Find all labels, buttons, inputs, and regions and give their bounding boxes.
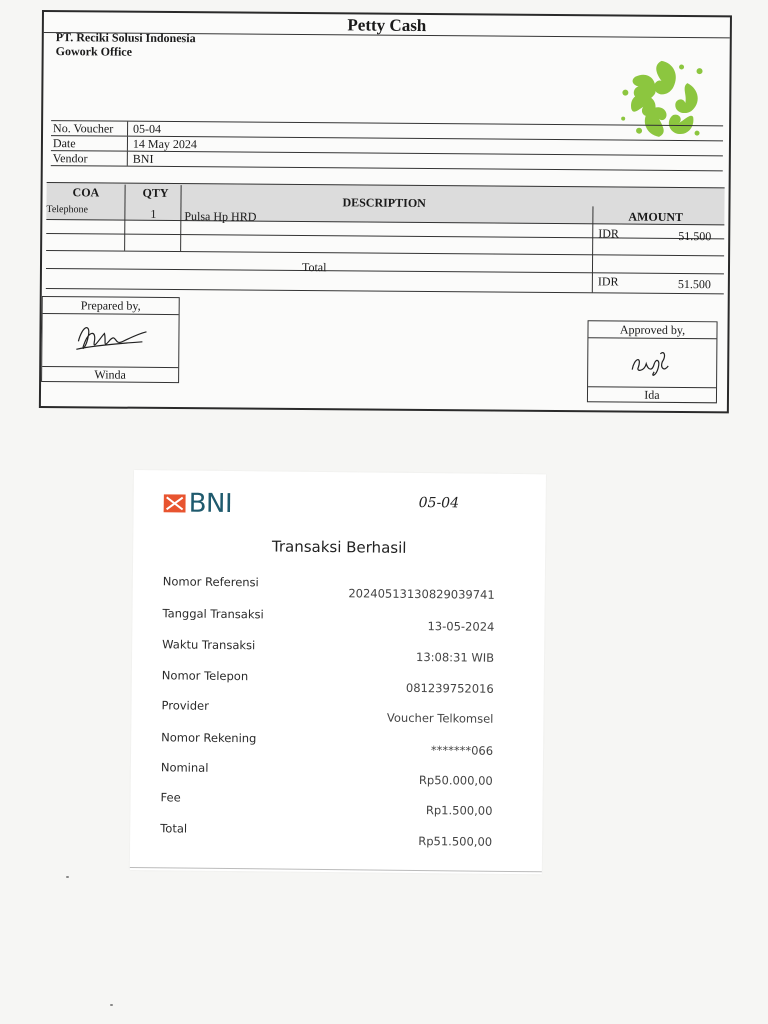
voucher-number-label: No. Voucher: [53, 121, 128, 136]
total-line-top: [46, 268, 724, 274]
column-amount: AMOUNT: [628, 209, 684, 225]
scan-speck: [110, 1004, 113, 1006]
reference-label: Nomor Referensi: [162, 574, 259, 590]
list-item: [162, 637, 495, 665]
time-value: 13:08:31 WIB: [416, 649, 495, 665]
vendor-value: BNI: [132, 151, 154, 166]
vendor-label: Vendor: [53, 151, 128, 166]
approved-signature-icon: [624, 342, 684, 382]
prepared-by-box: [41, 296, 180, 383]
amount-divider: [592, 206, 594, 292]
total-label: Total: [160, 821, 188, 836]
bni-logo: [163, 488, 232, 519]
row-description: Pulsa Hp HRD: [184, 209, 257, 224]
provider-value: Voucher Telkomsel: [386, 710, 494, 726]
time-label: Waktu Transaksi: [162, 637, 256, 653]
voucher-title: Petty Cash: [44, 12, 730, 38]
nominal-label: Nominal: [160, 760, 209, 775]
bni-wordmark: BNI: [188, 488, 233, 520]
phone-value: 081239752016: [405, 680, 494, 696]
column-coa: COA: [72, 185, 100, 200]
bni-mark-icon: [164, 492, 186, 514]
approved-by-box: [587, 320, 718, 403]
petty-cash-voucher: [39, 10, 732, 413]
list-item: [160, 760, 493, 788]
receipt-title: Transaksi Berhasil: [271, 537, 407, 557]
fee-value: Rp1.500,00: [425, 803, 493, 818]
row-line-2: [46, 250, 724, 256]
row-amount: 51.500: [678, 229, 712, 244]
prepared-by-label: Prepared by,: [43, 297, 179, 315]
voucher-number-value: 05-04: [133, 121, 162, 136]
handwritten-note: 05-04: [418, 494, 460, 512]
reference-value: 20240513130829039741: [348, 586, 495, 602]
prepared-by-name: Winda: [42, 366, 178, 382]
bni-receipt: [130, 470, 546, 874]
fee-label: Fee: [160, 790, 181, 805]
company-name: PT. Reciki Solusi Indonesia: [55, 30, 196, 46]
receipt-bottom-edge: [130, 867, 542, 872]
scan-speck: [66, 876, 69, 878]
list-item: [161, 698, 494, 726]
column-qty: QTY: [142, 185, 169, 200]
row-line-1: [46, 233, 724, 239]
list-item: [160, 821, 493, 849]
prepared-signature-icon: [70, 319, 150, 360]
total-line-bottom: [46, 288, 724, 294]
account-value: *******066: [430, 743, 494, 758]
company-block: [56, 30, 196, 59]
list-item: [161, 730, 494, 758]
total-value: Rp51.500,00: [418, 833, 493, 849]
total-label: Total: [301, 260, 327, 275]
row-currency: IDR: [598, 226, 619, 241]
column-description: DESCRIPTION: [342, 195, 426, 211]
list-item: [162, 606, 495, 634]
approved-by-name: Ida: [588, 386, 716, 402]
table-header: [46, 182, 724, 225]
provider-label: Provider: [161, 698, 209, 713]
phone-label: Nomor Telepon: [161, 668, 249, 684]
list-item: [162, 574, 495, 602]
office-name: Gowork Office: [55, 44, 133, 59]
date-value: 14 May 2024: [132, 136, 198, 152]
date-label: Date: [53, 136, 128, 151]
nominal-value: Rp50.000,00: [418, 773, 493, 788]
row-qty: 1: [150, 206, 157, 221]
list-item: [161, 668, 494, 696]
account-label: Nomor Rekening: [161, 730, 257, 746]
date-value: 13-05-2024: [427, 619, 495, 634]
date-label: Tanggal Transaksi: [162, 606, 264, 622]
row-coa: Telephone: [46, 204, 88, 216]
total-currency: IDR: [597, 274, 619, 289]
approved-by-label: Approved by,: [588, 321, 716, 339]
total-amount: 51.500: [677, 277, 711, 292]
list-item: [160, 790, 493, 818]
